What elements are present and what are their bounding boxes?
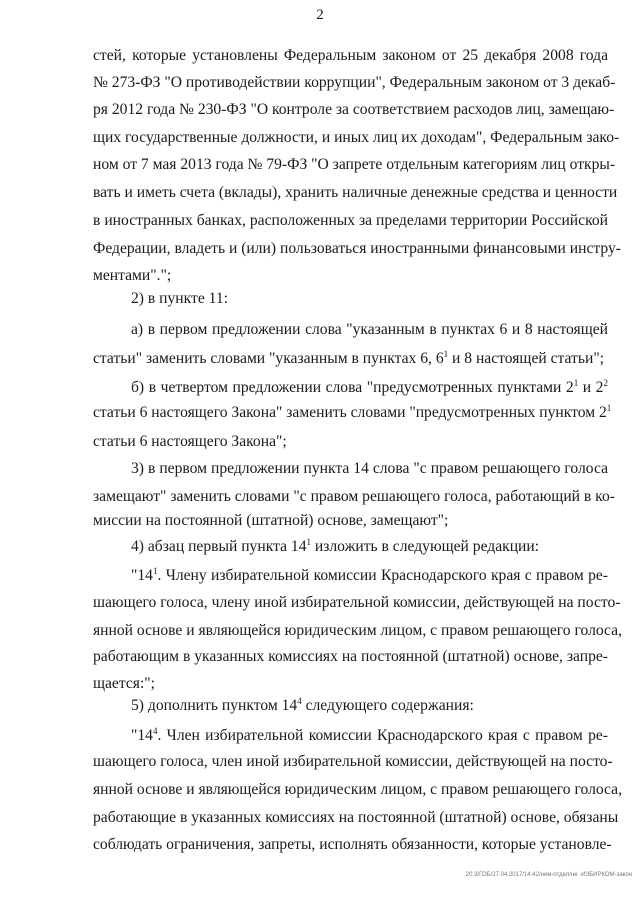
text-run: статьи 6 настоящего Закона" заменить словами "предусмотренных пунктом 2 — [93, 404, 607, 421]
superscript-index: 1 — [443, 349, 449, 359]
footer-stamp: 20.3/ГОБ/27.04.2017/14:42/нем-отдел/не -ИЗБИРКОМ-закон — [465, 872, 632, 878]
text-line — [131, 284, 608, 314]
text-run: соблюдать ограничения, запреты, исполнять обязанности, которые установле- — [93, 836, 612, 853]
text-line — [93, 150, 616, 180]
text-run: миссии на постоянной (штатной) основе, замещают"; — [93, 512, 449, 529]
text-run: "14 — [131, 567, 153, 584]
text-run: "14 — [131, 727, 153, 744]
text-run: ном от 7 мая 2013 года № 79-ФЗ "О запрете отдельным категориям лиц откры- — [93, 156, 616, 173]
text-run: № 273-ФЗ "О противодействии коррупции", Федеральным законом от 3 декаб- — [93, 74, 616, 91]
superscript-index: 1 — [306, 537, 311, 547]
text-run: статьи" заменить словами "указанным в пунктах 6, 6 — [93, 350, 444, 367]
text-run: . Член избирательной комиссии Краснодарского края с правом ре- — [157, 727, 608, 744]
text-line — [93, 803, 619, 833]
text-run: изложить в следующей редакции: — [311, 538, 540, 555]
text-line — [131, 691, 608, 721]
text-run: вать и иметь счета (вклады), хранить наличные денежные средства и ценности — [93, 184, 618, 201]
text-run: 5) дополнить пунктом 14 — [131, 697, 298, 714]
text-line — [93, 123, 620, 153]
text-line — [93, 234, 621, 264]
text-run: янной основе и являющейся юридическим лицом, с правом решающего голоса, — [93, 781, 622, 798]
text-line — [93, 427, 608, 457]
text-line — [93, 642, 608, 672]
text-run: в иностранных банках, расположенных за пределами территории Российской — [93, 212, 608, 229]
text-line — [131, 561, 608, 591]
text-run: работающим в указанных комиссиях на постоянной (штатной) основе, запре- — [93, 648, 608, 665]
text-run: шающего голоса, члену иной избирательной комиссии, действующей на посто- — [93, 594, 621, 611]
text-run: Федерации, владеть и (или) пользоваться иностранными финансовыми инстру- — [93, 240, 621, 257]
superscript-index: 1 — [573, 378, 579, 388]
text-line — [131, 532, 608, 562]
text-run: 4) абзац первый пункта 14 — [131, 538, 307, 555]
text-run: 2) в пункте 11: — [131, 290, 228, 307]
text-run: щается:"; — [93, 675, 155, 692]
text-run: а) в первом предложении слова "указанным в пунктах 6 и 8 настоящей — [131, 321, 608, 338]
text-line — [93, 206, 608, 236]
text-run: работающие в указанных комиссиях на постоянной (штатной) основе, обязаны — [93, 809, 619, 826]
text-run: янной основе и являющейся юридическим лицом, с правом решающего голоса, — [93, 622, 622, 639]
text-line — [93, 68, 616, 98]
text-line — [93, 178, 618, 208]
text-line — [93, 41, 608, 71]
text-run: шающего голоса, член иной избирательной комиссии, действующей на посто- — [93, 753, 613, 770]
text-run: статьи 6 настоящего Закона"; — [93, 433, 287, 450]
text-run: . Члену избирательной комиссии Краснодарского края с правом ре- — [157, 567, 608, 584]
text-line — [93, 344, 608, 374]
superscript-index: 1 — [152, 566, 158, 576]
text-run: б) в четвертом предложении слова "предусмотренных пунктами 2 — [131, 379, 574, 396]
superscript-index: 2 — [603, 378, 608, 388]
text-run: ря 2012 года № 230-ФЗ "О контроле за соответствием расходов лиц, замещаю- — [93, 101, 615, 118]
text-run: замещают" заменить словами "с правом решающего голоса, работающий в ко- — [93, 488, 615, 505]
text-run: следующего содержания: — [301, 697, 474, 714]
text-line — [93, 398, 612, 428]
text-run: щих государственные должности, и иных лиц их доходам", Федеральным зако- — [93, 129, 620, 146]
page-number: 2 — [316, 7, 324, 23]
text-line — [93, 95, 615, 125]
text-line — [131, 454, 608, 484]
text-line — [93, 588, 621, 618]
text-run: ментами"."; — [93, 267, 172, 284]
text-line — [131, 315, 608, 345]
superscript-index: 4 — [152, 726, 158, 736]
text-run: стей, которые установлены Федеральным законом от 25 декабря 2008 года — [93, 47, 608, 64]
text-line — [93, 747, 613, 777]
text-line — [93, 775, 622, 805]
superscript-index: 1 — [606, 403, 612, 413]
text-run: и 8 настоящей статьи"; — [448, 350, 605, 367]
superscript-index: 4 — [297, 696, 302, 706]
text-run: и 2 — [578, 379, 604, 396]
text-line — [93, 830, 612, 860]
text-run: 3) в первом предложении пункта 14 слова "с правом решающего голоса — [131, 460, 608, 477]
